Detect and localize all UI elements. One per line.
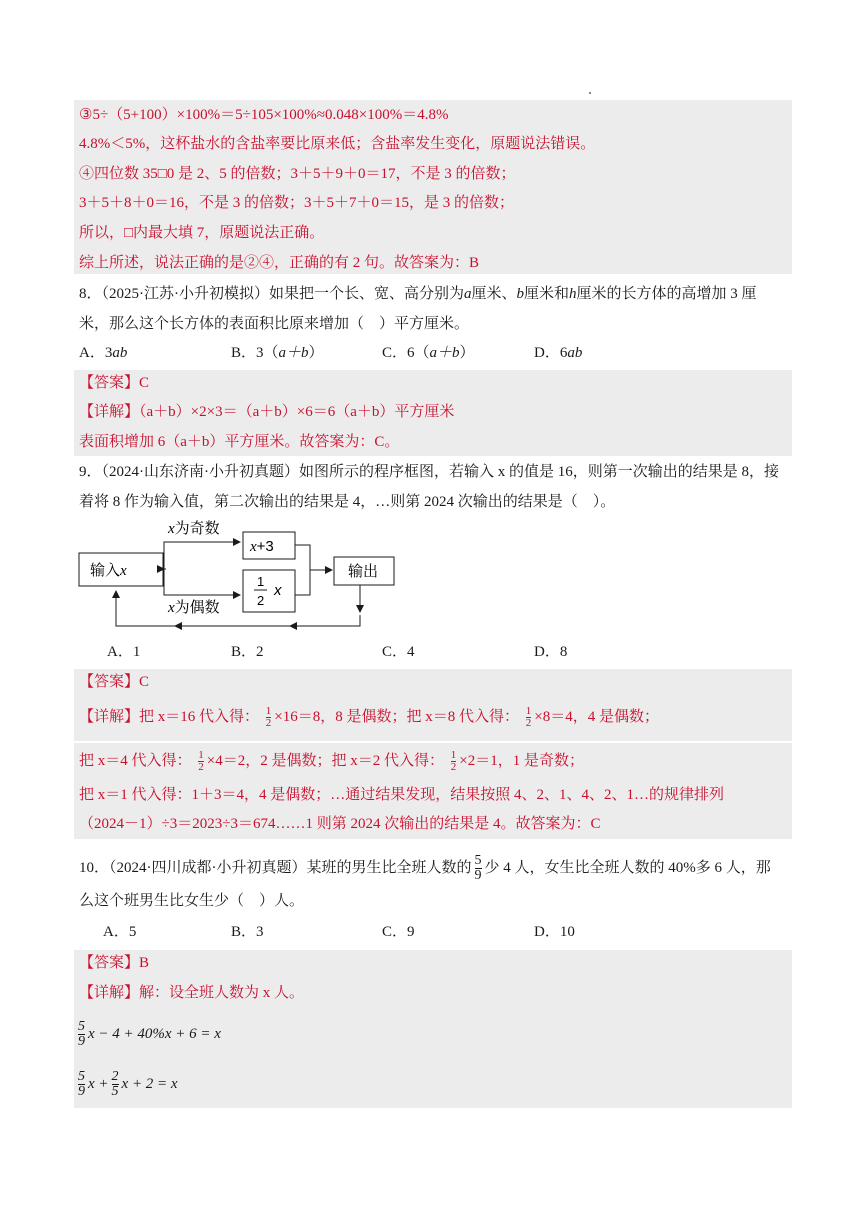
frac-num: 5 xyxy=(78,1069,85,1084)
q10-option-c[interactable]: C．9 xyxy=(382,924,415,940)
plus3-label: x+3 xyxy=(250,538,274,555)
frac-den: 9 xyxy=(474,868,482,883)
frac-num: 1 xyxy=(450,749,457,761)
q10-option-d[interactable]: D．10 xyxy=(534,924,575,940)
q10-option-a[interactable]: A．5 xyxy=(103,924,137,940)
option-label: A．3 xyxy=(79,345,113,361)
frac-den: 9 xyxy=(78,1084,85,1099)
odd-branch-label: x为奇数 xyxy=(168,520,220,537)
half-box xyxy=(243,570,295,612)
frac-den: 9 xyxy=(78,1034,85,1049)
q10-answer xyxy=(79,953,149,973)
answer-tag: 【答案】 xyxy=(79,955,140,971)
fraction-five-ninths xyxy=(78,1020,85,1049)
frac-den: 2 xyxy=(265,717,272,729)
q8-detail xyxy=(79,402,454,422)
q8-option-b[interactable] xyxy=(231,343,324,363)
option-label: D．6 xyxy=(534,345,568,361)
odd-branch-line xyxy=(164,542,240,569)
solution-line: 4.8%＜5%，这杯盐水的含盐率要比原来低；含盐率发生变化，原题说法错误。 xyxy=(79,136,596,152)
input-box-label: 输入x xyxy=(90,562,127,579)
frac-den: 5 xyxy=(111,1084,119,1099)
answer-block-q9-top xyxy=(74,669,792,741)
frac-den: 2 xyxy=(450,761,457,773)
detail-text: ×16＝8，8 是偶数；把 x＝8 代入得： xyxy=(274,708,519,725)
detail-text: ×4＝2，2 是偶数；把 x＝2 代入得： xyxy=(206,752,444,769)
q8-option-c[interactable] xyxy=(382,343,475,363)
frac-num: 5 xyxy=(78,1019,85,1034)
frac-num: 5 xyxy=(474,853,482,868)
answer-tag: 【答案】 xyxy=(79,375,140,391)
merge-line xyxy=(295,545,310,595)
q8-answer xyxy=(79,373,149,393)
half-numerator: 1 xyxy=(257,574,265,589)
output-label: 输出 xyxy=(348,563,379,580)
q8-option-d[interactable] xyxy=(534,343,582,363)
q9-option-d[interactable]: D．8 xyxy=(534,644,568,660)
q8-text-part: 8．（2025·江苏·小升初模拟）如果把一个长、宽、高分别为 xyxy=(79,286,464,302)
q10-text-part: 10．（2024·四川成都·小升初真题）某班的男生比全班人数的 xyxy=(79,859,472,876)
frac-num: 1 xyxy=(198,749,204,761)
question-8-text-line2: 米，那么这个长方体的表面积比原来增加（ ）平方厘米。 xyxy=(79,316,470,332)
q9-option-c[interactable]: C．4 xyxy=(382,644,415,660)
detail-text: （a＋b）×2×3＝（a＋b）×6＝6（a＋b）平方厘米 xyxy=(139,404,455,420)
solution-line: ③5÷（5+100）×100%＝5÷105×100%≈0.048×100%＝4.8% xyxy=(79,107,449,123)
detail-text: ×8＝4，4 是偶数； xyxy=(534,708,659,725)
frac-num: 1 xyxy=(525,705,532,717)
q9-detail-line2 xyxy=(79,750,584,773)
solution-line: 综上所述，说法正确的是②④，正确的有 2 句。故答案为：B xyxy=(79,255,480,271)
q9-detail-line1 xyxy=(79,706,659,729)
fraction-two-fifths xyxy=(112,1070,119,1099)
var-h: h xyxy=(569,286,577,302)
option-label: B．3（ xyxy=(231,345,279,361)
detail-text: 把 x＝16 代入得： xyxy=(139,708,260,725)
answer-value: C xyxy=(139,375,150,391)
q8-text-part: 厘米、 xyxy=(471,286,517,302)
q9-option-a[interactable]: A．1 xyxy=(107,644,141,660)
option-value: ab xyxy=(567,345,583,361)
answer-value: C xyxy=(139,674,150,690)
frac-den: 2 xyxy=(525,717,532,729)
option-value: a＋b xyxy=(429,345,460,361)
equation-2 xyxy=(78,1070,178,1099)
fraction-half xyxy=(266,706,272,729)
detail-text: 把 x＝4 代入得： xyxy=(79,752,192,769)
equation-text: x + xyxy=(88,1075,109,1092)
question-8-text xyxy=(79,284,757,304)
fraction-five-ninths xyxy=(475,854,482,883)
equation-1 xyxy=(78,1020,221,1049)
answer-value: B xyxy=(139,955,150,971)
option-value: ab xyxy=(112,345,128,361)
detail-text: 解：设全班人数为 x 人。 xyxy=(139,985,305,1001)
frac-num: 2 xyxy=(111,1069,119,1084)
q8-detail-line2: 表面积增加 6（a＋b）平方厘米。故答案为：C。 xyxy=(79,434,400,450)
half-var: x xyxy=(274,582,282,599)
frac-num: 1 xyxy=(265,705,272,717)
var-a: a xyxy=(464,286,472,302)
even-branch-label: x为偶数 xyxy=(168,599,220,616)
detail-tag: 【详解】 xyxy=(79,985,140,1001)
fraction-five-ninths xyxy=(78,1070,85,1099)
detail-tag: 【详解】 xyxy=(79,404,140,420)
option-label: C．6（ xyxy=(382,345,430,361)
question-10-text-line2: 么这个班男生比女生少（ ）人。 xyxy=(79,893,305,909)
var-b: b xyxy=(516,286,525,302)
q10-text-part: 少 4 人，女生比全班人数的 40%多 6 人，那 xyxy=(484,859,771,876)
question-9-text-line2: 着将 8 作为输入值，第二次输出的结果是 4，…则第 2024 次输出的结果是（ ）。 xyxy=(79,494,616,510)
solution-line: 所以，□内最大填 7，原题说法正确。 xyxy=(79,225,325,241)
loop-back-line xyxy=(116,591,360,626)
flowchart-diagram xyxy=(70,515,410,635)
detail-text: ×2＝1，1 是奇数； xyxy=(459,752,584,769)
q9-option-b[interactable]: B．2 xyxy=(231,644,264,660)
q9-answer xyxy=(79,672,149,692)
q9-detail-line3: 把 x＝1 代入得：1＋3＝4，4 是偶数；…通过结果发现，结果按照 4、2、1、4、2、1…的规律排列 xyxy=(79,787,725,803)
option-paren: ） xyxy=(459,345,475,361)
fraction-half xyxy=(451,750,457,773)
q10-option-b[interactable]: B．3 xyxy=(231,924,264,940)
even-branch-line xyxy=(164,569,240,595)
q8-text-part: 厘米的长方体的高增加 3 厘 xyxy=(576,286,757,302)
fraction-half xyxy=(526,706,532,729)
q8-option-a[interactable] xyxy=(79,343,127,363)
option-value: a＋b xyxy=(278,345,309,361)
question-10-text xyxy=(79,854,771,883)
q10-detail xyxy=(79,983,304,1003)
solution-line: 3＋5＋8＋0＝16，不是 3 的倍数；3＋5＋7＋0＝15，是 3 的倍数； xyxy=(79,195,515,211)
solution-block-prev xyxy=(74,100,792,274)
equation-text: x − 4 + 40%x + 6 = x xyxy=(88,1025,221,1042)
solution-line: ④四位数 35□0 是 2、5 的倍数；3＋5＋9＋0＝17，不是 3 的倍数； xyxy=(79,166,516,182)
page-mark xyxy=(589,92,591,94)
question-9-text: 9．（2024·山东济南·小升初真题）如图所示的程序框图，若输入 x 的值是 16，则第一次输出的结果是 8，接 xyxy=(79,464,779,480)
half-denominator: 2 xyxy=(257,593,265,608)
frac-den: 2 xyxy=(198,761,204,773)
equation-text: x + 2 = x xyxy=(121,1075,178,1092)
answer-tag: 【答案】 xyxy=(79,674,140,690)
fraction-half xyxy=(198,750,204,773)
q9-detail-line4: （2024－1）÷3＝2023÷3＝674……1 则第 2024 次输出的结果是 4。故答案为：C xyxy=(79,816,601,832)
detail-tag: 【详解】 xyxy=(79,708,140,725)
option-paren: ） xyxy=(308,345,324,361)
q8-text-part: 厘米和 xyxy=(524,286,570,302)
